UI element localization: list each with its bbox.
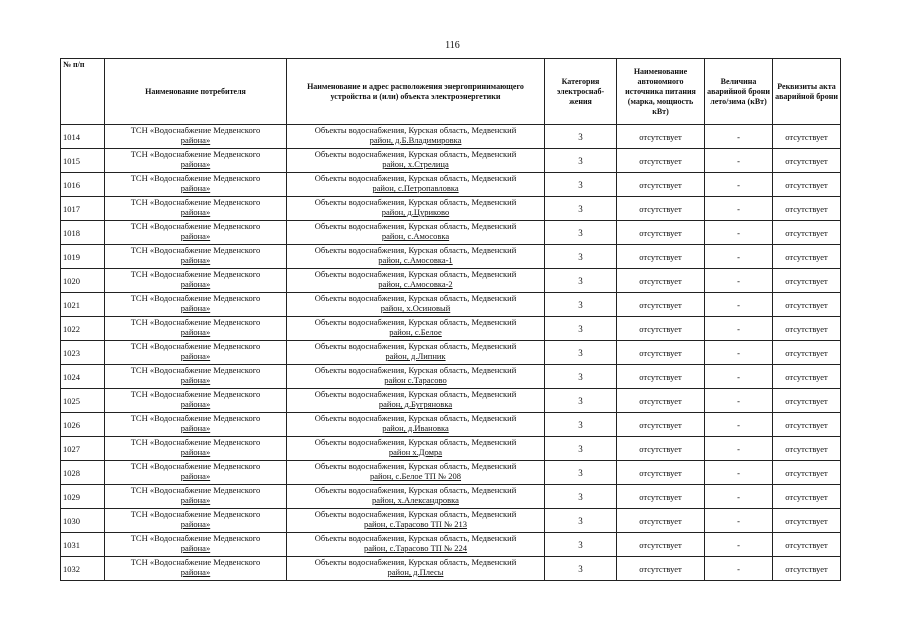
power-cell: - (705, 437, 773, 461)
category-cell: 3 (545, 245, 617, 269)
requisites-cell: отсутствует (773, 197, 841, 221)
power-cell: - (705, 557, 773, 581)
table-row (61, 341, 841, 365)
consumer-name-line1: ТСН «Водоснабжение Медвенского (130, 485, 261, 495)
power-cell: - (705, 317, 773, 341)
row-number: 1021 (61, 293, 105, 317)
table-body (61, 125, 841, 581)
table-row (61, 269, 841, 293)
object-cell (287, 197, 545, 221)
consumer-cell (105, 485, 287, 509)
category-cell: 3 (545, 509, 617, 533)
consumer-name-line1: ТСН «Водоснабжение Медвенского (130, 509, 261, 519)
object-cell (287, 461, 545, 485)
source-cell: отсутствует (617, 149, 705, 173)
table-header-row (61, 59, 841, 125)
category-cell: 3 (545, 557, 617, 581)
table-row (61, 245, 841, 269)
consumer-cell (105, 197, 287, 221)
category-cell: 3 (545, 485, 617, 509)
power-cell: - (705, 509, 773, 533)
row-number: 1027 (61, 437, 105, 461)
object-cell (287, 437, 545, 461)
object-address-line1: Объекты водоснабжения, Курская область, Медвенский (314, 125, 517, 135)
power-cell: - (705, 485, 773, 509)
object-address-line1: Объекты водоснабжения, Курская область, Медвенский (314, 245, 517, 255)
object-address-line2: район, х.Осиновый (380, 303, 451, 313)
power-cell: - (705, 125, 773, 149)
source-cell: отсутствует (617, 509, 705, 533)
object-cell (287, 533, 545, 557)
consumer-cell (105, 293, 287, 317)
object-address-line2: район, с.Тарасово ТП № 213 (363, 519, 468, 529)
category-cell: 3 (545, 125, 617, 149)
consumer-name-line2: района» (180, 135, 211, 145)
requisites-cell: отсутствует (773, 245, 841, 269)
object-address-line1: Объекты водоснабжения, Курская область, Медвенский (314, 221, 517, 231)
consumer-name-line1: ТСН «Водоснабжение Медвенского (130, 269, 261, 279)
requisites-cell: отсутствует (773, 149, 841, 173)
row-number: 1015 (61, 149, 105, 173)
header-category: Категория электроснаб-жения (545, 59, 617, 125)
power-cell: - (705, 197, 773, 221)
table-row (61, 461, 841, 485)
consumer-cell (105, 365, 287, 389)
power-cell: - (705, 533, 773, 557)
table-row (61, 317, 841, 341)
power-cell: - (705, 389, 773, 413)
consumer-cell (105, 125, 287, 149)
consumer-cell (105, 437, 287, 461)
source-cell: отсутствует (617, 413, 705, 437)
consumer-name-line1: ТСН «Водоснабжение Медвенского (130, 437, 261, 447)
consumer-name-line1: ТСН «Водоснабжение Медвенского (130, 173, 261, 183)
category-cell: 3 (545, 293, 617, 317)
object-cell (287, 269, 545, 293)
consumer-name-line1: ТСН «Водоснабжение Медвенского (130, 125, 261, 135)
consumer-name-line1: ТСН «Водоснабжение Медвенского (130, 245, 261, 255)
object-address-line2: район, д.Плесы (387, 567, 444, 577)
row-number: 1031 (61, 533, 105, 557)
object-address-line2: район, с.Амосовка-2 (378, 279, 453, 289)
consumer-name-line1: ТСН «Водоснабжение Медвенского (130, 197, 261, 207)
consumer-name-line1: ТСН «Водоснабжение Медвенского (130, 317, 261, 327)
category-cell: 3 (545, 173, 617, 197)
table-row (61, 149, 841, 173)
table-row (61, 125, 841, 149)
consumer-name-line2: района» (180, 327, 211, 337)
power-cell: - (705, 365, 773, 389)
object-address-line1: Объекты водоснабжения, Курская область, Медвенский (314, 317, 517, 327)
source-cell: отсутствует (617, 245, 705, 269)
object-address-line2: район, с.Белое (389, 327, 442, 337)
requisites-cell: отсутствует (773, 269, 841, 293)
object-cell (287, 293, 545, 317)
table-row (61, 413, 841, 437)
consumer-name-line2: района» (180, 543, 211, 553)
consumer-name-line2: района» (180, 159, 211, 169)
emergency-reserve-table (60, 58, 841, 581)
consumer-name-line2: района» (180, 207, 211, 217)
power-cell: - (705, 149, 773, 173)
consumer-cell (105, 221, 287, 245)
row-number: 1032 (61, 557, 105, 581)
category-cell: 3 (545, 269, 617, 293)
row-number: 1018 (61, 221, 105, 245)
object-address-line1: Объекты водоснабжения, Курская область, Медвенский (314, 269, 517, 279)
object-cell (287, 365, 545, 389)
consumer-name-line2: района» (180, 567, 211, 577)
object-address-line1: Объекты водоснабжения, Курская область, Медвенский (314, 413, 517, 423)
object-address-line2: район с.Тарасово (384, 375, 447, 385)
consumer-cell (105, 149, 287, 173)
power-cell: - (705, 413, 773, 437)
object-address-line2: район, с.Амосовка-1 (378, 255, 453, 265)
consumer-name-line2: района» (180, 183, 211, 193)
consumer-cell (105, 173, 287, 197)
source-cell: отсутствует (617, 293, 705, 317)
requisites-cell: отсутствует (773, 365, 841, 389)
consumer-name-line1: ТСН «Водоснабжение Медвенского (130, 341, 261, 351)
consumer-name-line2: района» (180, 351, 211, 361)
source-cell: отсутствует (617, 197, 705, 221)
object-address-line1: Объекты водоснабжения, Курская область, Медвенский (314, 197, 517, 207)
consumer-cell (105, 317, 287, 341)
object-address-line2: район, с.Петропавловка (372, 183, 459, 193)
header-requisites: Реквизиты акта аварийной брони (773, 59, 841, 125)
consumer-name-line1: ТСН «Водоснабжение Медвенского (130, 389, 261, 399)
object-address-line1: Объекты водоснабжения, Курская область, Медвенский (314, 437, 517, 447)
category-cell: 3 (545, 197, 617, 221)
object-address-line1: Объекты водоснабжения, Курская область, Медвенский (314, 509, 517, 519)
object-address-line1: Объекты водоснабжения, Курская область, Медвенский (314, 461, 517, 471)
power-cell: - (705, 341, 773, 365)
consumer-cell (105, 245, 287, 269)
object-cell (287, 245, 545, 269)
requisites-cell: отсутствует (773, 485, 841, 509)
object-address-line2: район, д.Б.Владимировка (369, 135, 462, 145)
object-cell (287, 509, 545, 533)
category-cell: 3 (545, 413, 617, 437)
requisites-cell: отсутствует (773, 317, 841, 341)
object-address-line2: район, д.Липник (385, 351, 446, 361)
source-cell: отсутствует (617, 389, 705, 413)
page-number: 116 (445, 40, 460, 51)
requisites-cell: отсутствует (773, 413, 841, 437)
row-number: 1019 (61, 245, 105, 269)
source-cell: отсутствует (617, 461, 705, 485)
object-address-line1: Объекты водоснабжения, Курская область, Медвенский (314, 557, 517, 567)
requisites-cell: отсутствует (773, 509, 841, 533)
consumer-cell (105, 509, 287, 533)
header-object: Наименование и адрес расположения энергопринимающего устройства и (или) объекта электроэнергетики (287, 59, 545, 125)
table-row (61, 437, 841, 461)
requisites-cell: отсутствует (773, 557, 841, 581)
row-number: 1024 (61, 365, 105, 389)
row-number: 1026 (61, 413, 105, 437)
requisites-cell: отсутствует (773, 389, 841, 413)
source-cell: отсутствует (617, 125, 705, 149)
category-cell: 3 (545, 389, 617, 413)
object-address-line2: район, д.Ивановка (382, 423, 449, 433)
object-cell (287, 221, 545, 245)
source-cell: отсутствует (617, 365, 705, 389)
consumer-name-line2: района» (180, 231, 211, 241)
table-row (61, 293, 841, 317)
consumer-name-line2: района» (180, 447, 211, 457)
consumer-name-line2: района» (180, 399, 211, 409)
category-cell: 3 (545, 317, 617, 341)
source-cell: отсутствует (617, 557, 705, 581)
object-cell (287, 485, 545, 509)
power-cell: - (705, 269, 773, 293)
object-address-line2: район, х.Стрелица (382, 159, 449, 169)
row-number: 1025 (61, 389, 105, 413)
power-cell: - (705, 245, 773, 269)
requisites-cell: отсутствует (773, 341, 841, 365)
table-row (61, 389, 841, 413)
table-row (61, 485, 841, 509)
consumer-cell (105, 557, 287, 581)
object-cell (287, 341, 545, 365)
row-number: 1023 (61, 341, 105, 365)
consumer-name-line2: района» (180, 255, 211, 265)
row-number: 1017 (61, 197, 105, 221)
consumer-name-line2: района» (180, 303, 211, 313)
power-cell: - (705, 221, 773, 245)
consumer-name-line2: района» (180, 471, 211, 481)
power-cell: - (705, 173, 773, 197)
consumer-cell (105, 461, 287, 485)
object-address-line2: район х.Домра (388, 447, 443, 457)
header-num: № п/п (61, 59, 105, 125)
source-cell: отсутствует (617, 317, 705, 341)
table-row (61, 509, 841, 533)
consumer-name-line2: района» (180, 519, 211, 529)
consumer-name-line1: ТСН «Водоснабжение Медвенского (130, 293, 261, 303)
object-cell (287, 173, 545, 197)
object-address-line1: Объекты водоснабжения, Курская область, Медвенский (314, 389, 517, 399)
object-address-line2: район, х.Александровка (372, 495, 459, 505)
requisites-cell: отсутствует (773, 437, 841, 461)
row-number: 1014 (61, 125, 105, 149)
object-cell (287, 149, 545, 173)
row-number: 1029 (61, 485, 105, 509)
row-number: 1016 (61, 173, 105, 197)
object-address-line2: район, с.Белое ТП № 208 (369, 471, 462, 481)
requisites-cell: отсутствует (773, 293, 841, 317)
object-address-line1: Объекты водоснабжения, Курская область, Медвенский (314, 173, 517, 183)
consumer-cell (105, 269, 287, 293)
requisites-cell: отсутствует (773, 221, 841, 245)
table-row (61, 557, 841, 581)
source-cell: отсутствует (617, 485, 705, 509)
consumer-name-line2: района» (180, 375, 211, 385)
consumer-cell (105, 341, 287, 365)
row-number: 1020 (61, 269, 105, 293)
table-row (61, 221, 841, 245)
category-cell: 3 (545, 221, 617, 245)
object-address-line1: Объекты водоснабжения, Курская область, Медвенский (314, 149, 517, 159)
requisites-cell: отсутствует (773, 173, 841, 197)
power-cell: - (705, 461, 773, 485)
object-address-line1: Объекты водоснабжения, Курская область, Медвенский (314, 365, 517, 375)
category-cell: 3 (545, 437, 617, 461)
object-address-line2: район, д.Бугряновка (378, 399, 453, 409)
consumer-name-line1: ТСН «Водоснабжение Медвенского (130, 413, 261, 423)
consumer-name-line1: ТСН «Водоснабжение Медвенского (130, 149, 261, 159)
source-cell: отсутствует (617, 269, 705, 293)
requisites-cell: отсутствует (773, 533, 841, 557)
category-cell: 3 (545, 341, 617, 365)
consumer-cell (105, 413, 287, 437)
object-cell (287, 317, 545, 341)
object-address-line2: район, с.Тарасово ТП № 224 (363, 543, 468, 553)
header-power: Величина аварийной брони лето/зима (кВт) (705, 59, 773, 125)
object-address-line1: Объекты водоснабжения, Курская область, Медвенский (314, 485, 517, 495)
category-cell: 3 (545, 149, 617, 173)
object-cell (287, 557, 545, 581)
header-source: Наименование автономного источника питания (марка, мощность кВт) (617, 59, 705, 125)
consumer-name-line2: района» (180, 423, 211, 433)
consumer-cell (105, 389, 287, 413)
requisites-cell: отсутствует (773, 461, 841, 485)
source-cell: отсутствует (617, 221, 705, 245)
consumer-name-line1: ТСН «Водоснабжение Медвенского (130, 557, 261, 567)
consumer-name-line1: ТСН «Водоснабжение Медвенского (130, 365, 261, 375)
row-number: 1022 (61, 317, 105, 341)
object-address-line1: Объекты водоснабжения, Курская область, Медвенский (314, 293, 517, 303)
table-row (61, 173, 841, 197)
category-cell: 3 (545, 533, 617, 557)
object-address-line1: Объекты водоснабжения, Курская область, Медвенский (314, 533, 517, 543)
source-cell: отсутствует (617, 533, 705, 557)
header-consumer: Наименование потребителя (105, 59, 287, 125)
power-cell: - (705, 293, 773, 317)
consumer-name-line2: района» (180, 279, 211, 289)
object-cell (287, 125, 545, 149)
table-row (61, 197, 841, 221)
object-address-line2: район, с.Амосовка (381, 231, 450, 241)
row-number: 1028 (61, 461, 105, 485)
consumer-name-line1: ТСН «Водоснабжение Медвенского (130, 533, 261, 543)
category-cell: 3 (545, 461, 617, 485)
consumer-name-line2: района» (180, 495, 211, 505)
table-row (61, 533, 841, 557)
consumer-name-line1: ТСН «Водоснабжение Медвенского (130, 221, 261, 231)
source-cell: отсутствует (617, 437, 705, 461)
object-address-line1: Объекты водоснабжения, Курская область, Медвенский (314, 341, 517, 351)
source-cell: отсутствует (617, 173, 705, 197)
category-cell: 3 (545, 365, 617, 389)
source-cell: отсутствует (617, 341, 705, 365)
row-number: 1030 (61, 509, 105, 533)
table-row (61, 365, 841, 389)
consumer-cell (105, 533, 287, 557)
requisites-cell: отсутствует (773, 125, 841, 149)
object-address-line2: район, д.Цуриково (381, 207, 450, 217)
object-cell (287, 389, 545, 413)
consumer-name-line1: ТСН «Водоснабжение Медвенского (130, 461, 261, 471)
object-cell (287, 413, 545, 437)
